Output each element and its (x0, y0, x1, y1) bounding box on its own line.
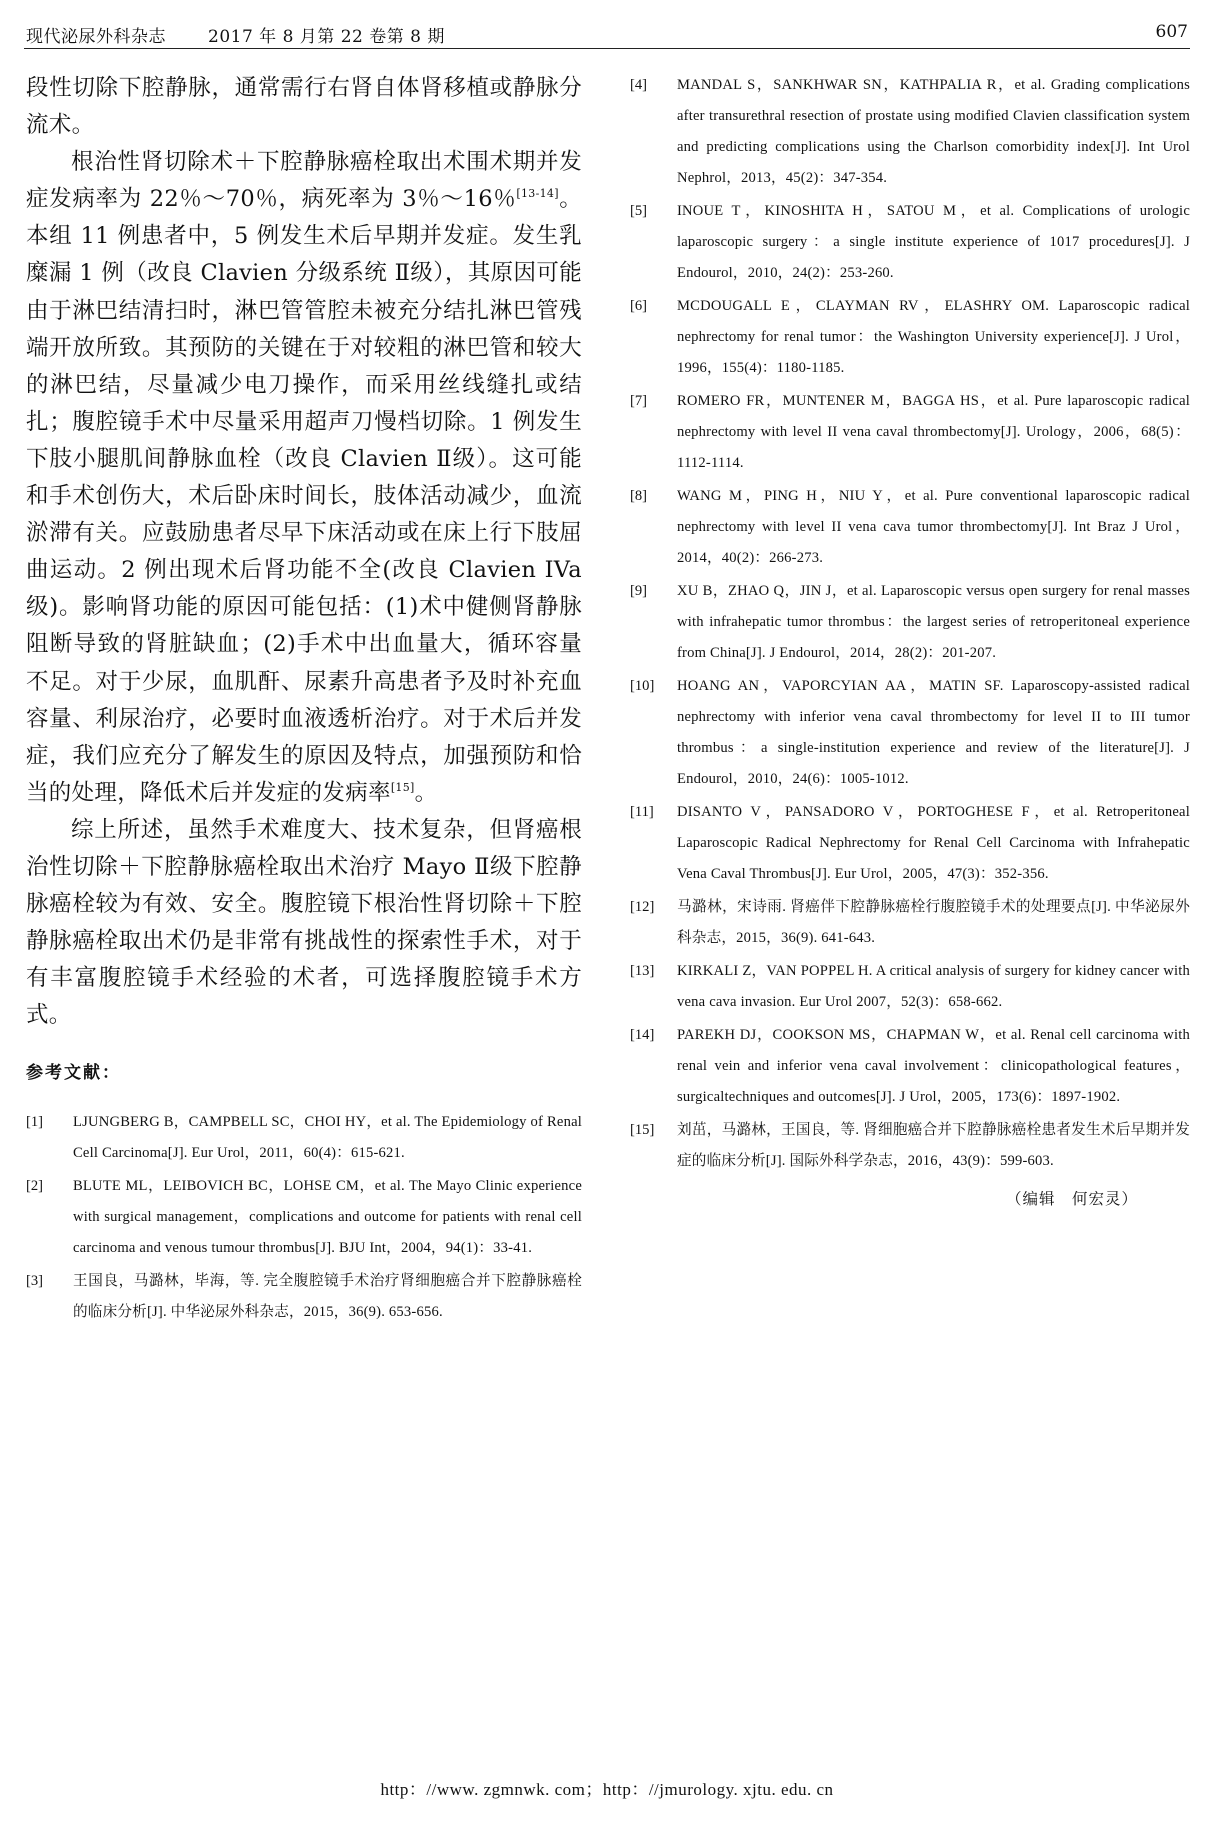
reference-text: INOUE T，KINOSHITA H，SATOU M，et al. Complications of urologic laparoscopic surgery：a single institute experience of 1017 procedures[J]. J Endourol，2010，24(2)：253-260. (677, 203, 1190, 281)
reference-number: [11] (630, 804, 654, 820)
reference-item (630, 481, 1190, 574)
reference-text: 马潞林，宋诗雨. 肾癌伴下腔静脉癌栓行腹腔镜手术的处理要点[J]. 中华泌尿外科杂志，2015，36(9). 641-643. (677, 899, 1190, 946)
paragraph-2 (26, 144, 582, 812)
reference-number: [14] (630, 1027, 655, 1043)
reference-item (26, 1107, 582, 1169)
reference-number: [1] (26, 1114, 44, 1131)
header-rule (24, 48, 1190, 49)
reference-number: [6] (630, 298, 648, 314)
reference-item (630, 892, 1190, 954)
reference-item (630, 1115, 1190, 1177)
reference-item (630, 1020, 1190, 1113)
reference-number: [3] (26, 1273, 44, 1290)
paragraph-3: 综上所述，虽然手术难度大、技术复杂，但肾癌根治性切除＋下腔静脉癌栓取出术治疗 Mayo Ⅱ级下腔静脉癌栓较为有效、安全。腹腔镜下根治性肾切除＋下腔静脉癌栓取出术仍是非常有挑战性的探索性手术，对于有丰富腹腔镜手术经验的术者，可选择腹腔镜手术方式。 (26, 816, 582, 1029)
body-text (26, 70, 582, 1034)
running-header (26, 22, 487, 47)
issue-info: 2017 年 8 月第 22 卷第 8 期 (208, 27, 445, 47)
reference-item (630, 386, 1190, 479)
reference-item (26, 1266, 582, 1328)
citation-13-14: [13-14] (516, 187, 559, 201)
reference-item (630, 956, 1190, 1018)
reference-text: ROMERO FR，MUNTENER M，BAGGA HS，et al. Pure laparoscopic radical nephrectomy with level II vena caval thrombectomy[J]. Urology，2006，68(5)：1112-1114. (677, 393, 1190, 471)
reference-text: LJUNGBERG B，CAMPBELL SC，CHOI HY，et al. The Epidemiology of Renal Cell Carcinoma[J]. Eur Urol，2011，60(4)：615-621. (73, 1114, 582, 1162)
reference-text: 刘茁，马潞林，王国良，等. 肾细胞癌合并下腔静脉癌栓患者发生术后早期并发症的临床分析[J]. 国际外科学杂志，2016，43(9)：599-603. (677, 1122, 1190, 1169)
reference-number: [12] (630, 899, 655, 915)
right-column (630, 70, 1190, 1209)
reference-text: 王国良，马潞林，毕海，等. 完全腹腔镜手术治疗肾细胞癌合并下腔静脉癌栓的临床分析[J]. 中华泌尿外科杂志，2015，36(9). 653-656. (73, 1273, 582, 1321)
paragraph-2-main: 根治性肾切除术＋下腔静脉癌栓取出术围术期并发症发病率为 22％～70％，病死率为 3％～16％ (26, 149, 582, 213)
paragraph-1: 段性切除下腔静脉，通常需行右肾自体肾移植或静脉分流术。 (26, 75, 582, 139)
reference-number: [7] (630, 393, 648, 409)
reference-text: PAREKH DJ，COOKSON MS，CHAPMAN W，et al. Renal cell carcinoma with renal vein and inferior vena caval involvement：clinicopathological features，surgicaltechniques and outcomes[J]. J Urol，2005，173(6)：1897-1902. (677, 1027, 1190, 1105)
left-column (26, 70, 582, 1330)
references-heading: 参考文献： (26, 1063, 121, 1084)
reference-number: [15] (630, 1122, 655, 1138)
reference-item (630, 797, 1190, 890)
reference-text: MCDOUGALL E，CLAYMAN RV，ELASHRY OM. Laparoscopic radical nephrectomy for renal tumor：the Washington University experience[J]. J Urol，1996，155(4)：1180-1185. (677, 298, 1190, 376)
page-number: 607 (1155, 22, 1188, 42)
reference-text: DISANTO V，PANSADORO V，PORTOGHESE F，et al. Retroperitoneal Laparoscopic Radical Nephrectomy for Renal Cell Carcinoma with Infrahepatic Vena Caval Thrombus[J]. Eur Urol，2005，47(3)：352-356. (677, 804, 1190, 882)
reference-number: [13] (630, 963, 655, 979)
reference-item (26, 1171, 582, 1264)
reference-text: BLUTE ML，LEIBOVICH BC，LOHSE CM，et al. The Mayo Clinic experience with surgical management，complications and outcome for patients with renal cell carcinoma and venous tumour thrombus[J]. BJU Int，2004，94(1)：33-41. (73, 1178, 582, 1257)
paragraph-2-end: 。 (414, 779, 438, 806)
reference-number: [8] (630, 488, 648, 504)
reference-number: [4] (630, 77, 648, 93)
reference-text: WANG M，PING H，NIU Y，et al. Pure conventional laparoscopic radical nephrectomy with level II vena cava tumor thrombectomy[J]. Int Braz J Urol，2014，40(2)：266-273. (677, 488, 1190, 566)
references-left (26, 1107, 582, 1328)
reference-number: [9] (630, 583, 648, 599)
reference-item (630, 671, 1190, 795)
reference-text: KIRKALI Z，VAN POPPEL H. A critical analysis of surgery for kidney cancer with vena cava invasion. Eur Urol 2007，52(3)：658-662. (677, 963, 1190, 1010)
reference-number: [2] (26, 1178, 44, 1195)
reference-text: XU B，ZHAO Q，JIN J，et al. Laparoscopic versus open surgery for renal masses with infrahepatic tumor thrombus：the largest series of retroperitoneal experience from China[J]. J Endourol，2014，28(2)：201-207. (677, 583, 1190, 661)
editor-note: （编辑 何宏灵） (1005, 1190, 1138, 1208)
reference-item (630, 576, 1190, 669)
reference-item (630, 291, 1190, 384)
paragraph-2-rest: 。本组 11 例患者中，5 例发生术后早期并发症。发生乳糜漏 1 例（改良 Clavien 分级系统 Ⅱ级），其原因可能由于淋巴结清扫时，淋巴管管腔未被充分结扎淋巴管残端开放所致。其预防的关键在于对较粗的淋巴管和较大的淋巴结，尽量减少电刀操作，而采用丝线缝扎或结扎；腹腔镜手术中尽量采用超声刀慢档切除。1 例发生下肢小腿肌间静脉血栓（改良 Clavien Ⅱ级）。这可能和手术创伤大，术后卧床时间长，肢体活动减少，血流淤滞有关。应鼓励患者尽早下床活动或在床上行下肢屈曲运动。2 例出现术后肾功能不全(改良 Clavien IVa 级)。影响肾功能的原因可能包括：(1)术中健侧肾静脉阻断导致的肾脏缺血；(2)手术中出血量大，循环容量不足。对于少尿，血肌酐、尿素升高患者予及时补充血容量、利尿治疗，必要时血液透析治疗。对于术后并发症，我们应充分了解发生的原因及特点，加强预防和恰当的处理，降低术后并发症的发病率 (26, 186, 582, 806)
reference-item (630, 70, 1190, 194)
reference-item (630, 196, 1190, 289)
reference-number: [5] (630, 203, 648, 219)
journal-name: 现代泌尿外科杂志 (26, 27, 166, 47)
footer-urls: http：//www. zgmnwk. com；http：//jmurology. xjtu. edu. cn (380, 1780, 834, 1799)
reference-number: [10] (630, 678, 655, 694)
citation-15: [15] (390, 780, 415, 794)
reference-text: HOANG AN，VAPORCYIAN AA，MATIN SF. Laparoscopy-assisted radical nephrectomy with inferior vena caval thrombectomy for level II to III tumor thrombus：a single-institution experience and review of the literature[J]. J Endourol，2010，24(6)：1005-1012. (677, 678, 1190, 787)
reference-text: MANDAL S，SANKHWAR SN，KATHPALIA R，et al. Grading complications after transurethral resection of prostate using modified Clavien classification system and predicting complications using the Charlson comorbidity index[J]. Int Urol Nephrol，2013，45(2)：347-354. (677, 77, 1190, 186)
